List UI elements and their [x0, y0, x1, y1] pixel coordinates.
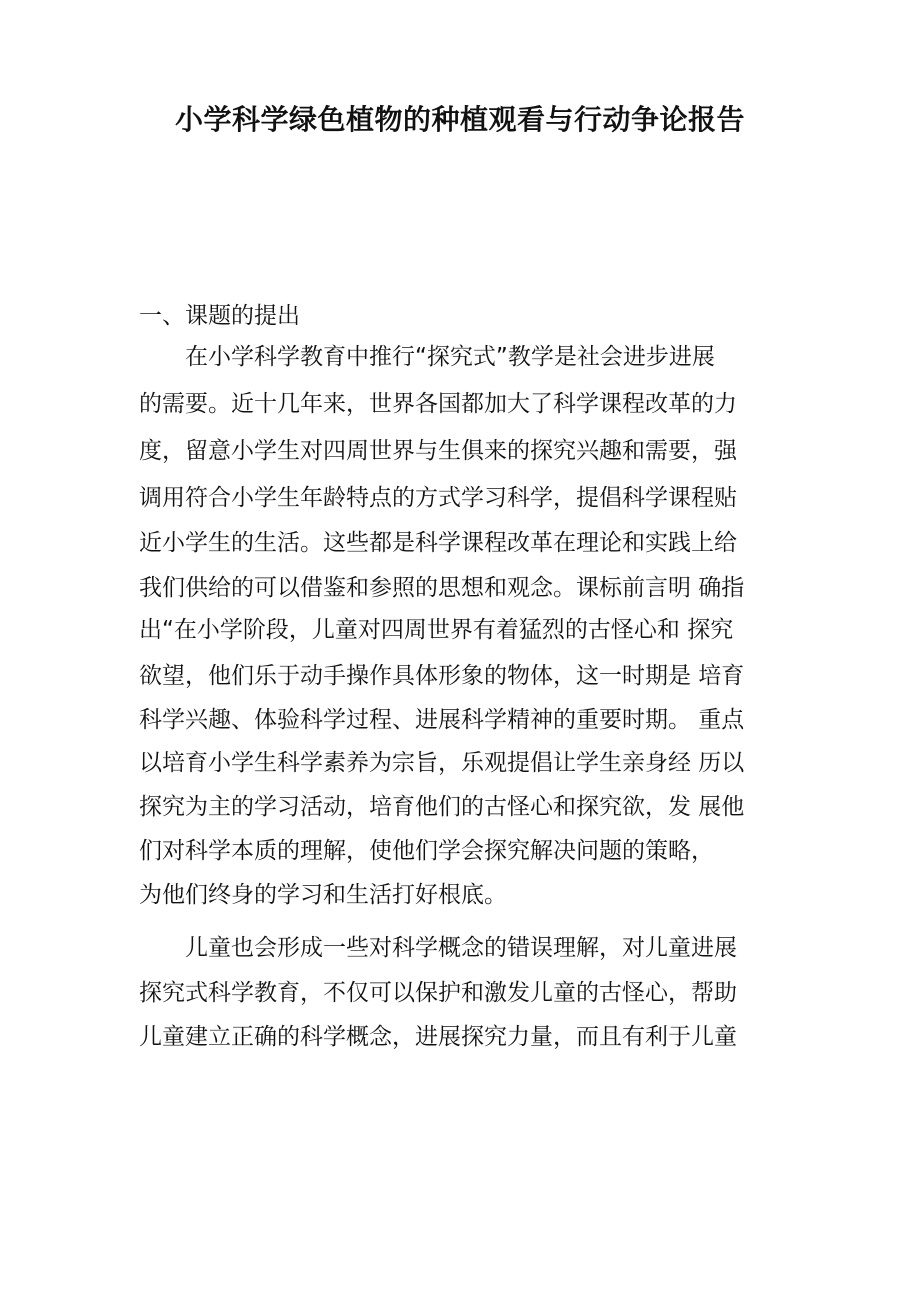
- paragraph-line: 度，留意小学生对四周世界与生俱来的探究兴趣和需要，强: [139, 438, 737, 464]
- paragraph-line: 在小学科学教育中推行“探究式”教学是社会进步进展: [185, 344, 715, 370]
- document-title: 小学科学绿色植物的种植观看与行动争论报告: [174, 103, 745, 136]
- paragraph-line: 欲望，他们乐于动手操作具体形象的物体，这一时期是 培育: [139, 663, 745, 689]
- section-heading: 一、课题的提出: [139, 303, 300, 329]
- paragraph-line: 探究式科学教育，不仅可以保护和激发儿童的古怪心，帮助: [139, 980, 737, 1006]
- paragraph-line: 以培育小学生科学素养为宗旨，乐观提倡让学生亲身经 历以: [139, 750, 745, 776]
- paragraph-line: 儿童也会形成一些对科学概念的错误理解，对儿童进展: [185, 935, 737, 961]
- paragraph-line: 儿童建立正确的科学概念，进展探究力量，而且有利于儿童: [139, 1024, 737, 1050]
- paragraph-line: 我们供给的可以借鉴和参照的思想和观念。课标前言明 确指: [139, 575, 745, 601]
- paragraph-line: 探究为主的学习活动，培育他们的古怪心和探究欲，发 展他: [139, 794, 745, 820]
- paragraph-line: 出“在小学阶段，儿童对四周世界有着猛烈的古怪心和 探究: [139, 617, 734, 643]
- paragraph-line: 为他们终身的学习和生活打好根底。: [139, 882, 507, 908]
- paragraph-line: 们对科学本质的理解，使他们学会探究解决问题的策略，: [139, 838, 714, 864]
- paragraph-line: 科学兴趣、体验科学过程、进展科学精神的重要时期。 重点: [139, 707, 745, 733]
- paragraph-line: 的需要。近十几年来，世界各国都加大了科学课程改革的力: [139, 391, 737, 417]
- paragraph-line: 调用符合小学生年龄特点的方式学习科学，提倡科学课程贴: [139, 485, 737, 511]
- paragraph-line: 近小学生的生活。这些都是科学课程改革在理论和实践上给: [139, 530, 737, 556]
